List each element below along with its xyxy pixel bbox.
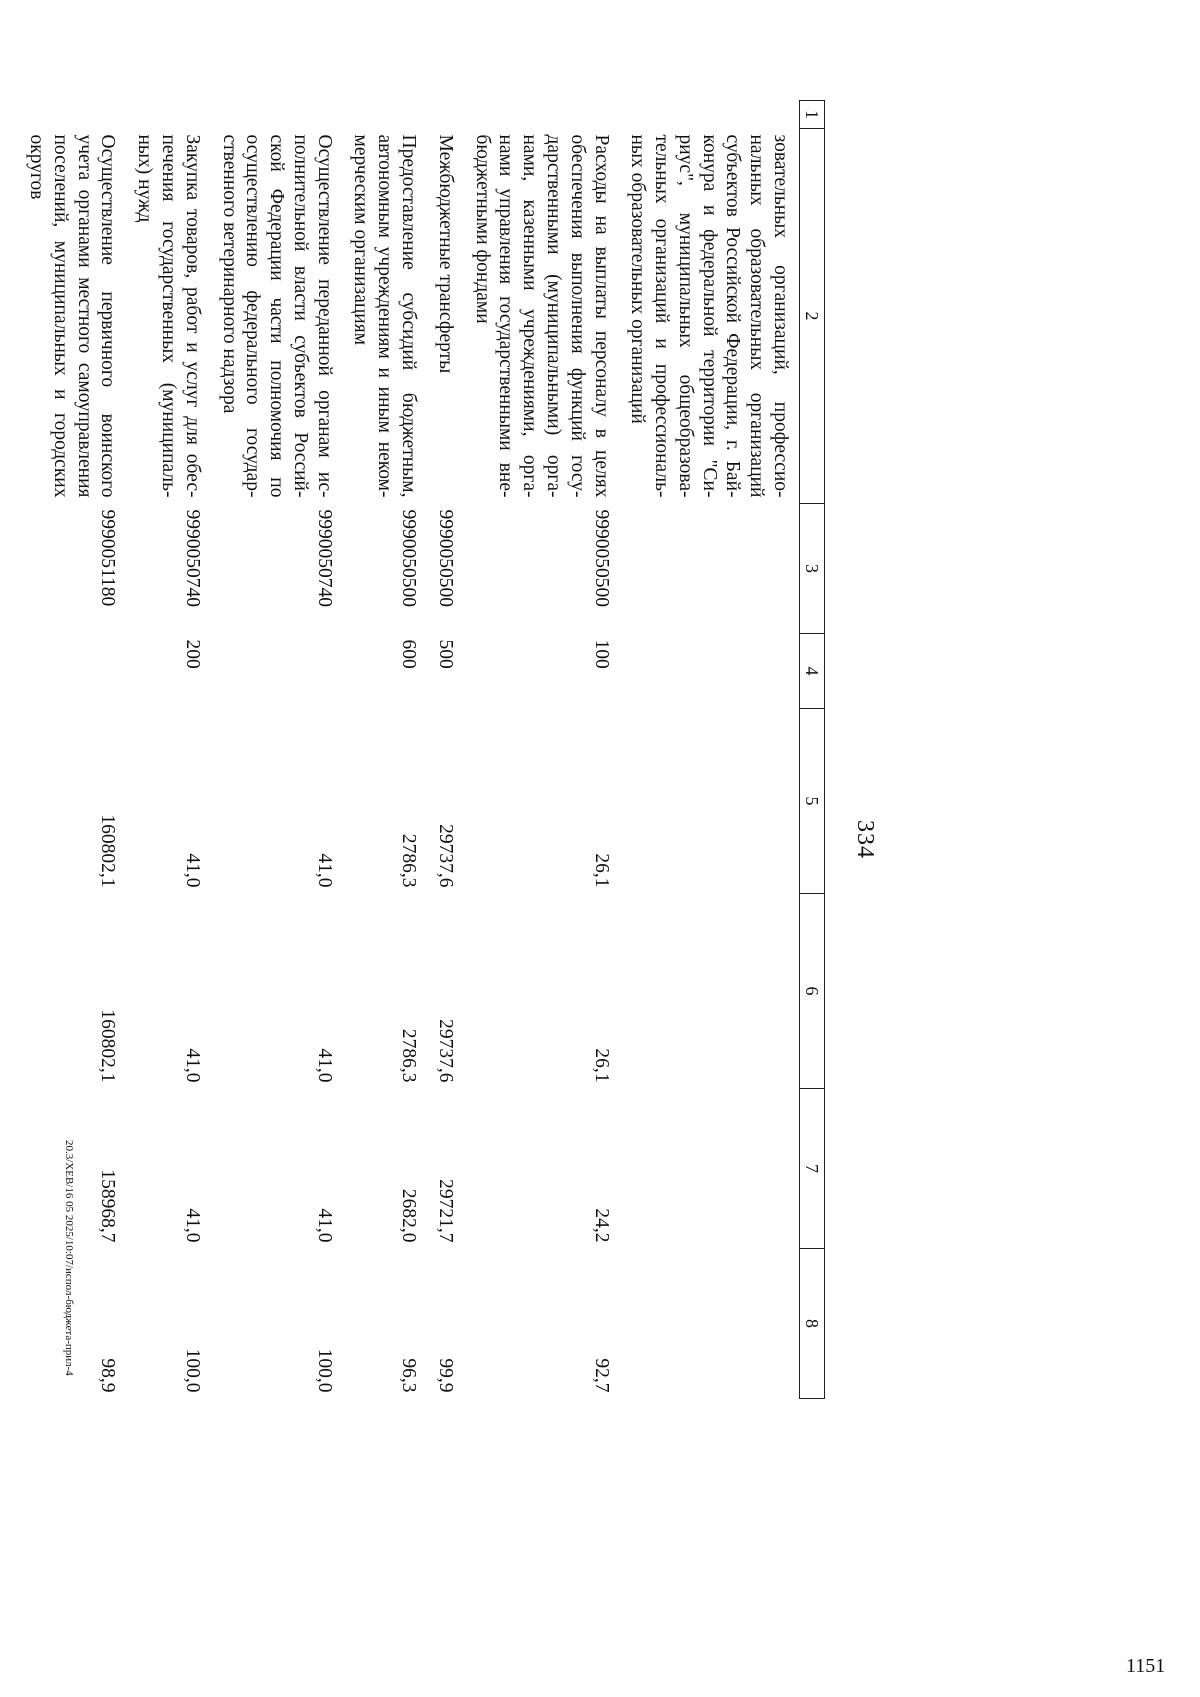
value-col6: 2786,3	[398, 1028, 420, 1083]
value-col6: 41,0	[181, 1048, 203, 1083]
target-article-code: 9990051180	[97, 509, 119, 607]
col-header-6: 6	[800, 894, 825, 1089]
header-row	[800, 101, 825, 1399]
rotated-page	[26, 40, 1160, 1640]
expense-type-code: 200	[181, 639, 203, 669]
page-number: 334	[852, 820, 878, 859]
value-col8: 99,9	[434, 1358, 456, 1393]
sheet-number: 1151	[1126, 1655, 1166, 1677]
target-article-code: 9990050740	[313, 509, 335, 607]
value-col7: 29721,7	[434, 1179, 456, 1243]
target-article-code: 9990050500	[590, 509, 612, 607]
value-col7: 158968,7	[97, 1169, 119, 1243]
table-row	[211, 101, 343, 1399]
col-header-1: 1	[800, 101, 825, 129]
table-row	[427, 101, 464, 1399]
value-col5: 26,1	[590, 853, 612, 888]
budget-table	[18, 100, 825, 1399]
value-col6: 29737,6	[434, 1019, 456, 1083]
row-description: Осуществление первичного воинского учета органами местного самоуправления поселений, муниципальных и городских округов	[26, 134, 119, 498]
row-description: Межбюджетные трансферты	[434, 134, 456, 374]
target-article-code: 9990050740	[181, 509, 203, 607]
table-row	[343, 101, 427, 1399]
col-header-7: 7	[800, 1089, 825, 1249]
value-col7: 2682,0	[398, 1188, 420, 1243]
value-col8	[620, 1249, 800, 1399]
value-col7: 41,0	[313, 1208, 335, 1243]
col-header-3: 3	[800, 504, 825, 634]
row-description: Расходы на выплаты персоналу в целях обеспечения выполнения функций госу-дарственными (муниципальными) орга-нами, казенными учреждениями, орга-нами управления государственными вне-бюджетными фондами	[471, 134, 612, 498]
expense-type-code	[211, 634, 343, 709]
value-col6: 160802,1	[97, 1009, 119, 1083]
target-article-code: 9990050500	[434, 509, 456, 607]
expense-type-code: 600	[398, 639, 420, 669]
col-header-2: 2	[800, 129, 825, 504]
table-row	[620, 101, 800, 1399]
row-description: Предоставление субсидий бюджетным, автономным учреждениям и иным неком-мерческим организациям	[350, 134, 420, 498]
value-col5	[620, 709, 800, 894]
value-col7: 41,0	[181, 1208, 203, 1243]
value-col6	[620, 894, 800, 1089]
document-footer-code: 20.3/XEB/16 05 2025/10:07/испол-бюджета-прил-4	[63, 1140, 75, 1376]
target-article-code	[620, 504, 800, 634]
col-header-5: 5	[800, 709, 825, 894]
row-description: зовательных организаций, профессио-нальных образовательных организаций субъектов Российской Федерации, г. Бай-конура и федеральной территории "Си-риус", муниципальных общеобразова-тельных организаций и профессиональ-ных образовательных организаций	[627, 134, 791, 498]
table-row	[464, 101, 620, 1399]
value-col6: 41,0	[313, 1048, 335, 1083]
value-col5: 41,0	[181, 853, 203, 888]
expense-type-code: 100	[590, 639, 612, 669]
col-header-8: 8	[800, 1249, 825, 1399]
value-col6: 26,1	[590, 1048, 612, 1083]
value-col8: 98,9	[97, 1358, 119, 1393]
value-col8: 100,0	[181, 1348, 203, 1393]
expense-type-code: 500	[434, 639, 456, 669]
value-col7	[620, 1089, 800, 1249]
value-col7: 24,2	[590, 1208, 612, 1243]
col-header-4: 4	[800, 634, 825, 709]
row-description: Закупка товаров, работ и услуг для обес-печения государственных (муниципаль-ных) нужд	[134, 134, 203, 498]
value-col5: 160802,1	[97, 814, 119, 888]
value-col8: 92,7	[590, 1358, 612, 1393]
value-col5: 41,0	[313, 853, 335, 888]
expense-type-code	[18, 634, 126, 709]
value-col8: 96,3	[398, 1358, 420, 1393]
value-col5: 29737,6	[434, 824, 456, 888]
table-row	[126, 101, 210, 1399]
target-article-code: 9990050500	[398, 509, 420, 607]
value-col8: 100,0	[313, 1348, 335, 1393]
expense-type-code	[620, 634, 800, 709]
row-description: Осуществление переданной органам ис-полнительной власти субъектов Россий-ской Федерации части полномочия по осуществлению федерального государ-ственного ветеринарного надзора	[218, 134, 335, 498]
value-col5: 2786,3	[398, 833, 420, 888]
